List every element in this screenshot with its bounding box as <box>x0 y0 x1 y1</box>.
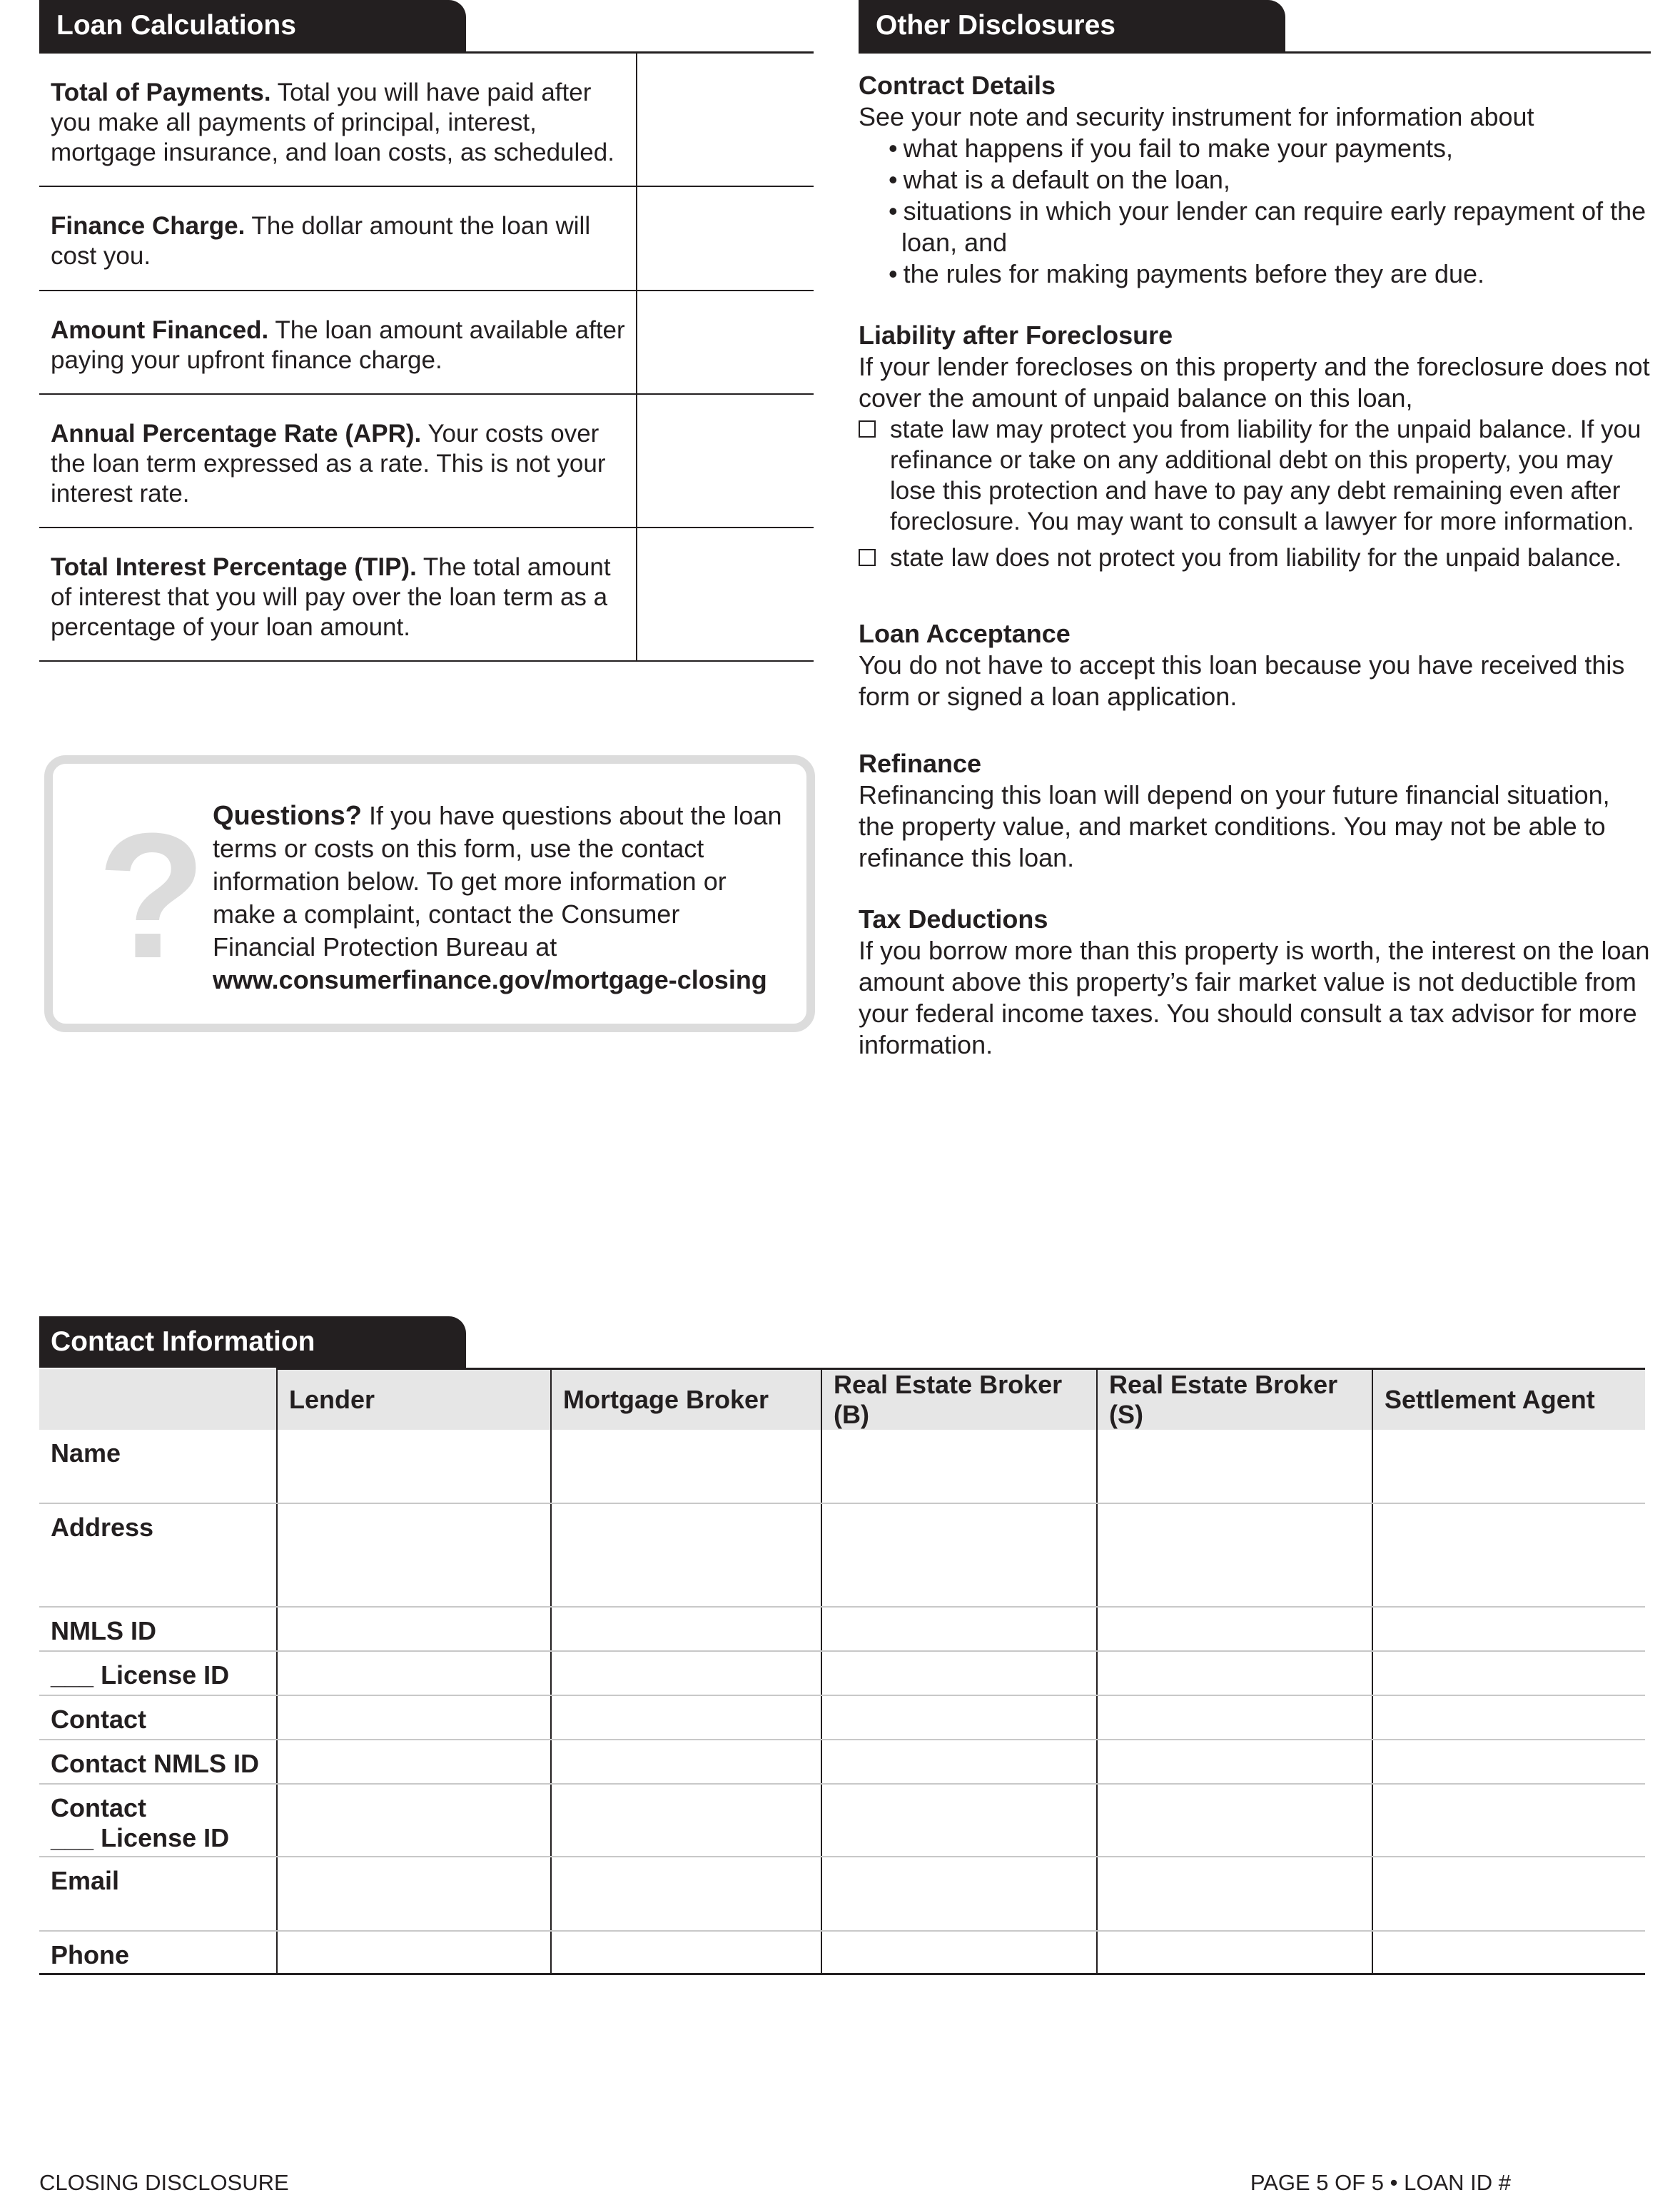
table-row <box>39 1607 1645 1651</box>
cell[interactable] <box>551 1931 821 1974</box>
cell[interactable] <box>277 1857 551 1931</box>
table-header-row <box>39 1369 1645 1431</box>
loan-acceptance-section <box>859 618 1651 712</box>
section-heading: Refinance <box>859 749 982 778</box>
bullet-item: • what is a default on the loan, <box>859 164 1651 196</box>
other-disclosures-rule <box>859 51 1651 54</box>
cell[interactable] <box>1097 1651 1372 1695</box>
liability-section <box>859 320 1651 573</box>
row-label: Contact <box>39 1695 277 1740</box>
cell[interactable] <box>1097 1857 1372 1931</box>
row-label: Address <box>39 1503 277 1607</box>
refinance-section <box>859 748 1651 874</box>
bullet-item: • the rules for making payments before they are due. <box>859 258 1651 290</box>
questions-box <box>44 755 815 1032</box>
lc-label: Total of Payments. Total you will have paid after you make all payments of principal, interest, mortgage insurance, and loan costs, as scheduled. <box>51 79 614 166</box>
cell[interactable] <box>1097 1740 1372 1784</box>
table-row <box>39 1695 1645 1740</box>
cell[interactable] <box>551 1784 821 1857</box>
cell[interactable] <box>277 1430 551 1503</box>
lc-value-field[interactable] <box>636 187 814 290</box>
lc-label: Finance Charge. The dollar amount the loan will cost you. <box>51 212 591 270</box>
cell[interactable] <box>551 1607 821 1651</box>
cell[interactable] <box>1372 1607 1645 1651</box>
table-row <box>39 1784 1645 1857</box>
lc-row-total-of-payments <box>39 54 814 187</box>
table-row <box>39 1430 1645 1503</box>
cell[interactable] <box>551 1695 821 1740</box>
cell[interactable] <box>277 1607 551 1651</box>
section-text: Refinancing this loan will depend on your future financial situation, the property value, and market conditions. You may not be able to refinance this loan. <box>859 780 1610 872</box>
lc-row-amount-financed <box>39 291 814 395</box>
cell[interactable] <box>821 1607 1097 1651</box>
footer-document-title: CLOSING DISCLOSURE <box>39 2170 289 2195</box>
column-header: Mortgage Broker <box>551 1369 821 1431</box>
table-row <box>39 1857 1645 1931</box>
cell[interactable] <box>551 1651 821 1695</box>
other-disclosures-header: Other Disclosures <box>859 0 1285 51</box>
section-heading: Tax Deductions <box>859 904 1048 934</box>
cell[interactable] <box>821 1740 1097 1784</box>
cell[interactable] <box>1097 1931 1372 1974</box>
row-label: Name <box>39 1430 277 1503</box>
bullet-item: • what happens if you fail to make your payments, <box>859 133 1651 164</box>
checkbox[interactable] <box>859 420 876 438</box>
questions-text: Questions? If you have questions about the loan terms or costs on this form, use the contact information below. To get more information or make a complaint, contact the Consumer Financial Protection Bureau at www.consumerfinance.gov/mortgage-closing <box>213 801 782 994</box>
contact-information-table <box>39 1368 1645 1975</box>
section-heading: Loan Acceptance <box>859 619 1071 648</box>
cell[interactable] <box>1372 1740 1645 1784</box>
row-label: Email <box>39 1857 277 1931</box>
section-text: You do not have to accept this loan because you have received this form or signed a loan application. <box>859 650 1625 711</box>
lc-value-field[interactable] <box>636 291 814 393</box>
cell[interactable] <box>1097 1607 1372 1651</box>
lc-value-field[interactable] <box>636 54 814 186</box>
bullet-item: • situations in which your lender can require early repayment of the loan, and <box>859 196 1651 258</box>
contract-details-section <box>859 70 1651 290</box>
row-label: Phone <box>39 1931 277 1974</box>
checkbox-label: state law may protect you from liability for the unpaid balance. If you refinance or take on any additional debt on this property, you may lose this protection and have to pay any debt remaining even after foreclosure. You may want to consult a lawyer for more information. <box>890 415 1641 535</box>
cfpb-link[interactable]: www.consumerfinance.gov/mortgage-closing <box>213 965 767 994</box>
cell[interactable] <box>277 1931 551 1974</box>
cell[interactable] <box>551 1740 821 1784</box>
question-mark-icon: ? <box>97 796 206 995</box>
tax-deductions-section <box>859 904 1651 1061</box>
cell[interactable] <box>1372 1430 1645 1503</box>
column-header: Settlement Agent <box>1372 1369 1645 1431</box>
cell[interactable] <box>821 1503 1097 1607</box>
lc-row-apr <box>39 395 814 528</box>
cell[interactable] <box>551 1430 821 1503</box>
contract-bullets <box>859 133 1651 290</box>
loan-calculations-header: Loan Calculations <box>39 0 466 51</box>
cell[interactable] <box>1372 1695 1645 1740</box>
cell[interactable] <box>1372 1784 1645 1857</box>
section-heading: Contract Details <box>859 71 1056 100</box>
lc-row-finance-charge <box>39 187 814 291</box>
cell[interactable] <box>551 1503 821 1607</box>
lc-label: Total Interest Percentage (TIP). The total amount of interest that you will pay over the loan term as a percentage of your loan amount. <box>51 553 611 641</box>
cell[interactable] <box>551 1857 821 1931</box>
cell[interactable] <box>277 1740 551 1784</box>
row-label: Contact NMLS ID <box>39 1740 277 1784</box>
row-label: NMLS ID <box>39 1607 277 1651</box>
section-text: See your note and security instrument for information about <box>859 102 1534 131</box>
footer-page-number: PAGE 5 OF 5 • LOAN ID # <box>1250 2170 1511 2195</box>
cell[interactable] <box>277 1784 551 1857</box>
cell[interactable] <box>1372 1931 1645 1974</box>
cell[interactable] <box>821 1857 1097 1931</box>
contact-information-header: Contact Information <box>39 1316 466 1368</box>
table-row <box>39 1651 1645 1695</box>
liability-option-protected[interactable] <box>859 414 1651 537</box>
cell[interactable] <box>277 1651 551 1695</box>
cell[interactable] <box>277 1695 551 1740</box>
lc-value-field[interactable] <box>636 528 814 660</box>
cell[interactable] <box>821 1430 1097 1503</box>
lc-label: Amount Financed. The loan amount available after paying your upfront finance charge. <box>51 316 625 374</box>
table-row <box>39 1503 1645 1607</box>
section-text: If you borrow more than this property is worth, the interest on the loan amount above this property’s fair market value is not deductible from your federal income taxes. You should consult a tax advisor for more information. <box>859 936 1650 1059</box>
column-header: Real Estate Broker (B) <box>821 1369 1097 1431</box>
lc-value-field[interactable] <box>636 395 814 527</box>
cell[interactable] <box>1372 1503 1645 1607</box>
table-row <box>39 1740 1645 1784</box>
cell[interactable] <box>277 1503 551 1607</box>
cell[interactable] <box>821 1651 1097 1695</box>
lc-label: Annual Percentage Rate (APR). Your costs over the loan term expressed as a rate. This is not your interest rate. <box>51 420 606 508</box>
cell[interactable] <box>1372 1857 1645 1931</box>
section-text: If your lender forecloses on this property and the foreclosure does not cover the amount of unpaid balance on this loan, <box>859 352 1650 413</box>
cell[interactable] <box>1372 1651 1645 1695</box>
checkbox-label: state law does not protect you from liability for the unpaid balance. <box>890 544 1622 572</box>
cell[interactable] <box>821 1695 1097 1740</box>
row-label: Contact ___ License ID <box>39 1784 277 1857</box>
cell[interactable] <box>821 1931 1097 1974</box>
column-header: Lender <box>277 1369 551 1431</box>
cell[interactable] <box>1097 1430 1372 1503</box>
section-heading: Liability after Foreclosure <box>859 321 1173 350</box>
checkbox[interactable] <box>859 549 876 566</box>
column-header-blank <box>39 1369 277 1431</box>
table-row <box>39 1931 1645 1974</box>
row-label: ___ License ID <box>39 1651 277 1695</box>
column-header: Real Estate Broker (S) <box>1097 1369 1372 1431</box>
cell[interactable] <box>1097 1784 1372 1857</box>
cell[interactable] <box>1097 1503 1372 1607</box>
lc-row-tip <box>39 528 814 662</box>
cell[interactable] <box>1097 1695 1372 1740</box>
liability-option-not-protected[interactable] <box>859 543 1651 573</box>
cell[interactable] <box>821 1784 1097 1857</box>
